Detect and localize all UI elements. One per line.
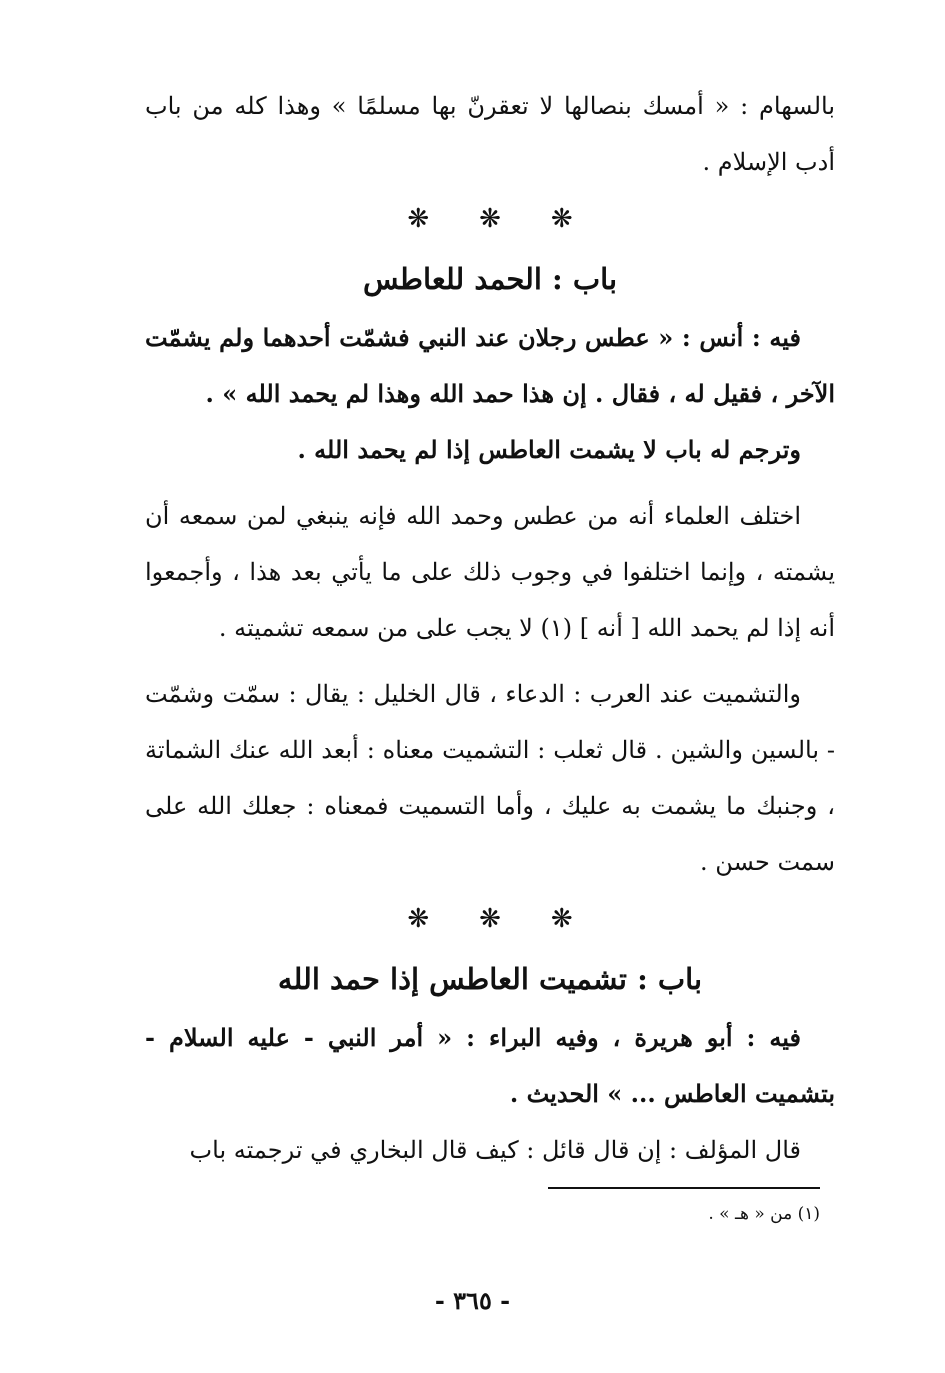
page-number: - ٣٦٥ - bbox=[434, 1286, 511, 1315]
asterism-icon: ❋ bbox=[479, 904, 501, 934]
hadith-paragraph: فيه : أنس : « عطس رجلان عند النبي فشمّت أحدهما ولم يشمّت الآخر ، فقيل له ، فقال . إن هذا حمد الله وهذا لم يحمد الله » . bbox=[145, 323, 835, 408]
page-body bbox=[145, 78, 835, 1178]
commentary-paragraph: اختلف العلماء أنه من عطس وحمد الله فإنه ينبغي لمن سمعه أن يشمته ، وإنما اختلفوا في وجوب ذلك على ما يأتي بعد هذا ، وأجمعوا أنه إذا لم يحمد الله [ أنه ] (١) لا يجب على من سمعه تشميته . bbox=[145, 502, 835, 642]
footnote: (١) من « هـ » . bbox=[708, 1204, 820, 1224]
section-heading: باب : تشميت العاطس إذا حمد الله bbox=[277, 962, 703, 996]
tarjama-line: وترجم له باب لا يشمت العاطس إذا لم يحمد الله . bbox=[297, 435, 801, 464]
commentary-paragraph: قال المؤلف : إن قال قائل : كيف قال البخاري في ترجمته باب bbox=[189, 1136, 801, 1164]
asterism-icon: ❋ bbox=[407, 204, 430, 234]
hadith-paragraph: فيه : أبو هريرة ، وفيه البراء : « أمر النبي - عليه السلام - بتشميت العاطس ... » الحديث . bbox=[145, 1023, 835, 1108]
section-separator bbox=[145, 890, 835, 948]
intro-paragraph: بالسهام : « أمسك بنصالها لا تعقرنّ بها مسلمًا » وهذا كله من باب أدب الإسلام . bbox=[145, 92, 835, 176]
asterism-icon: ❋ bbox=[407, 904, 430, 934]
section-separator bbox=[145, 190, 835, 248]
asterism-icon: ❋ bbox=[550, 204, 573, 234]
asterism-icon: ❋ bbox=[479, 204, 501, 234]
commentary-paragraph: والتشميت عند العرب : الدعاء ، قال الخليل : يقال : سمّت وشمّت - بالسين والشين . قال ثعلب : التشميت معناه : أبعد الله عنك الشماتة ، وجنبك ما يشمت به عليك ، وأما التسميت فمعناه : جعلك الله على سمت حسن . bbox=[145, 680, 835, 876]
section-heading: باب : الحمد للعاطس bbox=[362, 262, 618, 296]
footnote-divider bbox=[548, 1187, 820, 1189]
asterism-icon: ❋ bbox=[550, 904, 573, 934]
